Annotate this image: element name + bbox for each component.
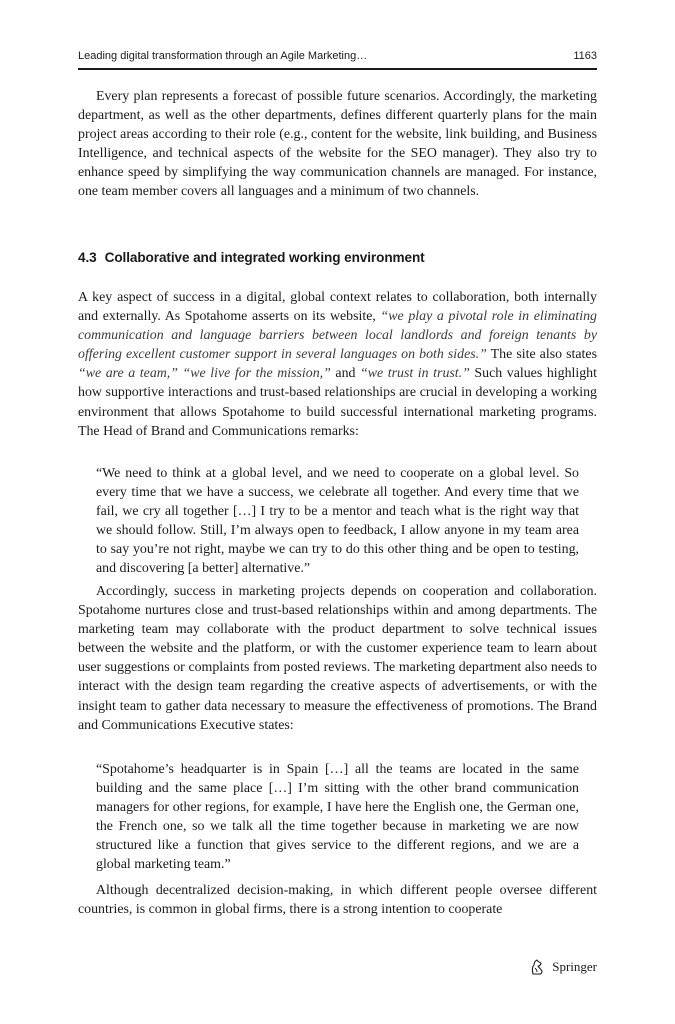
- paragraph-3-text: Accordingly, success in marketing projects depends on cooperation and collaboration. Spotahome nurtures close and trust-based relationships within and among departments. The marketing team may collaborate with the product department to solve technical issues between the website and the platform, or with the customer experience team to learn about user suggestions or complaints from posted reviews. The marketing department also needs to interact with the design team regarding the creative aspects of advertisements, or with the insight team to gather data necessary to measure the effectiveness of promotions. The Brand and Communications Executive states:: [78, 584, 597, 733]
- page-number: 1163: [573, 50, 597, 62]
- paragraph-2-part4: Such values highlight how supportive interactions and trust-based relationships are crucial in developing a working environment that allows Spotahome to build successful international marketing programs. The Head of Brand and Communications remarks:: [78, 366, 597, 439]
- paragraph-3: [78, 582, 597, 735]
- running-title: Leading digital transformation through an Agile Marketing…: [78, 50, 368, 62]
- blockquote-2-text: “Spotahome’s headquarter is in Spain […] all the teams are located in the same building and the same place […] I’m sitting with the other brand communication managers for other regions, for example, I have here the English one, the German one, the French one, so we talk all the time together because in marketing we are now structured like a function that gives service to the different regions, and we are a global marketing team.”: [96, 762, 579, 873]
- paragraph-2-part2: The site also states: [486, 347, 597, 363]
- springer-horse-icon: [528, 958, 546, 976]
- section-number: 4.3: [78, 250, 97, 265]
- publisher-name: Springer: [552, 959, 597, 974]
- paragraph-1-text: Every plan represents a forecast of possible future scenarios. Accordingly, the marketing department, as well as the other departments, defines different quarterly plans for the main project areas according to their role (e.g., content for the website, link building, and Business Intelligence, and technical aspects of the website for the SEO manager). They also try to enhance speed by simplifying the way communication channels are managed. For instance, one team member covers all languages and a minimum of two channels.: [78, 89, 597, 200]
- paragraph-4: [78, 881, 597, 919]
- paragraph-4-text: Although decentralized decision-making, in which different people oversee different countries, is common in global firms, there is a strong intention to cooperate: [78, 883, 597, 918]
- paragraph-2: [78, 288, 597, 441]
- section-heading: [78, 250, 425, 265]
- blockquote-1-text: “We need to think at a global level, and we need to cooperate on a global level. So every time that we have a success, we celebrate all together. And every time that we fail, we cry all together […] I try to be a mentor and teach what is the right way that we should follow. Still, I’m always open to feedback, I allow anyone in my team area to say you’re not right, maybe we can try to do this other thing and be open to testing, and discovering [a better] alternative.”: [96, 466, 579, 577]
- publisher-footer: [528, 958, 597, 976]
- running-header: [78, 46, 597, 70]
- website-quote-1: “we play a pivotal role in eliminating communication and language barriers between local landlords and foreign tenants by offering excellent customer support in several languages on both sides.”: [78, 309, 597, 363]
- section-title: Collaborative and integrated working environment: [104, 250, 425, 265]
- paragraph-1: [78, 87, 597, 202]
- blockquote-1: [96, 464, 579, 579]
- paragraph-2-part3: and: [330, 366, 361, 382]
- website-quote-2: “we are a team,” “we live for the mission,”: [78, 366, 331, 382]
- paragraph-2-part1: A key aspect of success in a digital, global context relates to collaboration, both internally and externally. As Spotahome asserts on its website,: [78, 290, 597, 325]
- blockquote-2: [96, 760, 579, 875]
- website-quote-3: “we trust in trust.”: [360, 366, 470, 382]
- paragraph-2-text: [78, 288, 597, 441]
